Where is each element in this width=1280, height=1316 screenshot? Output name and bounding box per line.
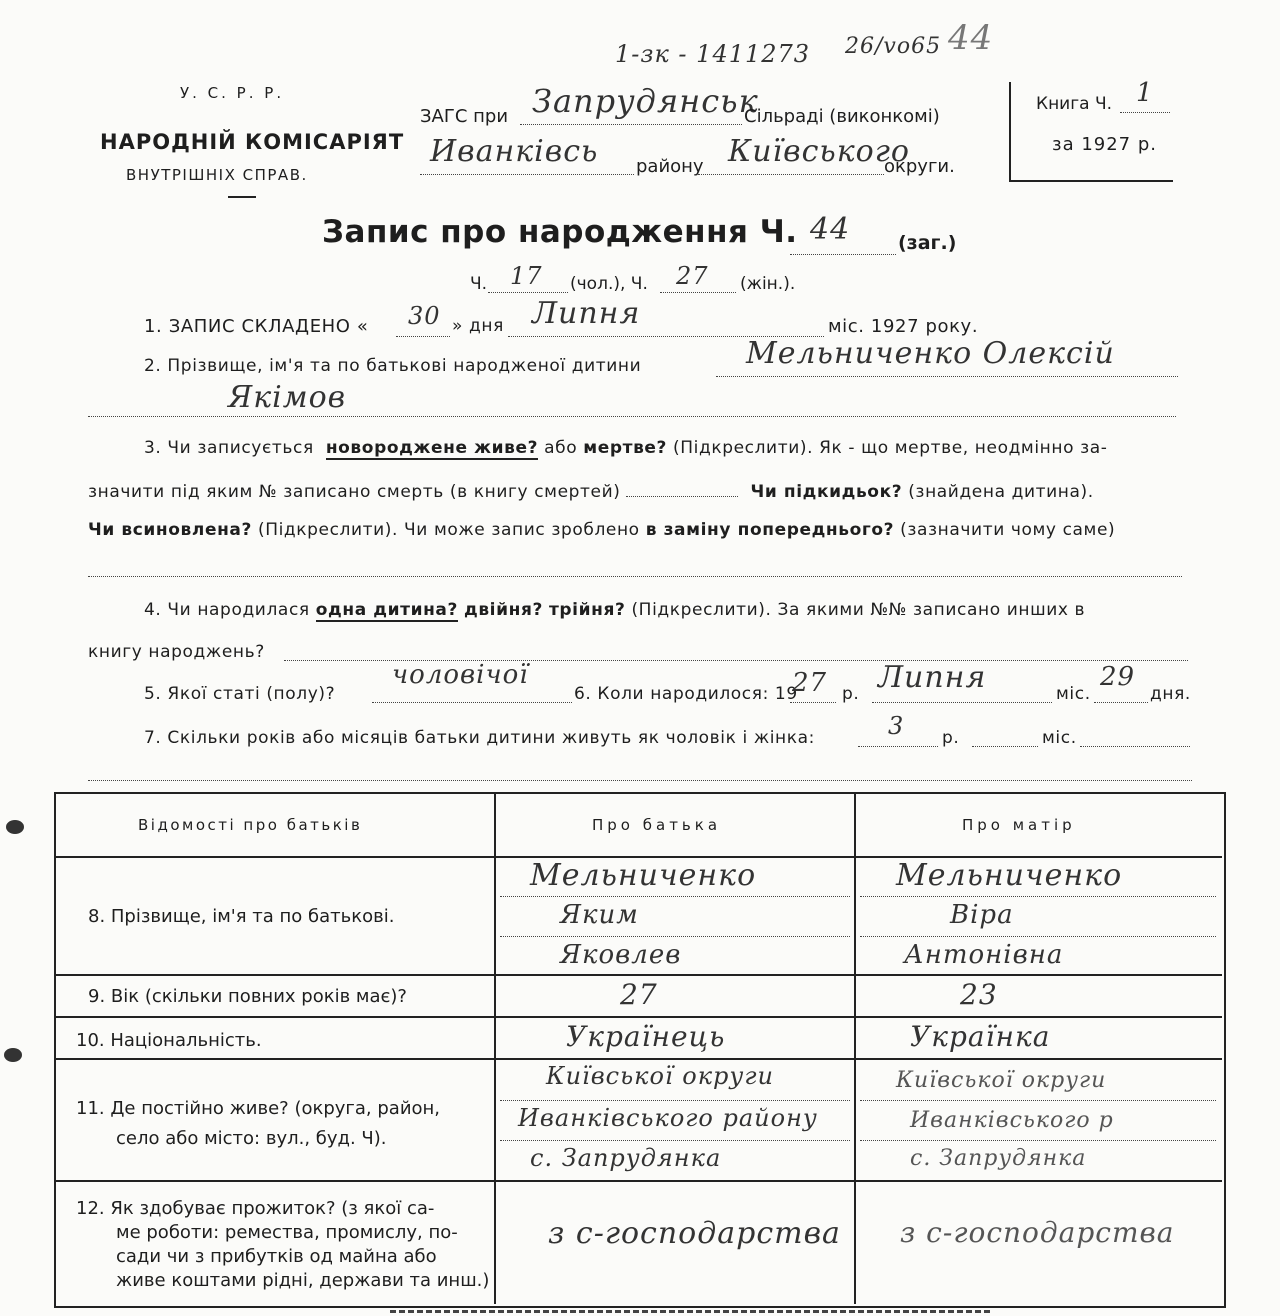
header-mother: Про матір xyxy=(962,816,1076,834)
ussr-label: У. С. Р. Р. xyxy=(180,84,285,102)
f3-death-number-field xyxy=(626,496,738,497)
f4-instr: (Підкреслити). За якими №№ записано инших в xyxy=(631,600,1086,620)
f1-month-field xyxy=(508,296,824,337)
header-divider xyxy=(228,196,256,198)
f3-line2 xyxy=(88,482,1094,502)
f2-value2: Якімов xyxy=(228,380,347,415)
raion-value: Иванківсь xyxy=(430,134,599,169)
f3-line3 xyxy=(88,520,1115,540)
f7-r: р. xyxy=(942,728,960,748)
table-rule-8 xyxy=(56,974,1222,976)
mother-nationality: Українка xyxy=(910,1020,1051,1053)
mother-patronymic: Антонівна xyxy=(904,940,1064,970)
f1-month-value: Липня xyxy=(532,296,641,331)
f1-suffix: міс. 1927 року. xyxy=(828,316,979,337)
male-count-field xyxy=(488,262,568,293)
mother-subline-3 xyxy=(860,1100,1216,1101)
f3-line2-text: значити під яким № записано смерть (в книгу смертей) xyxy=(88,482,621,502)
header-father: Про батька xyxy=(592,816,722,834)
f3-label xyxy=(144,438,1108,458)
f4-twins: двійня? xyxy=(463,600,543,620)
father-name: Яким xyxy=(560,900,639,930)
female-count-field xyxy=(660,262,736,293)
f3-adopted-note: (Підкреслити). Чи може запис зроблено xyxy=(257,520,640,540)
f7-years-value: 3 xyxy=(888,712,905,740)
archive-reference: 1-зк - 1411273 xyxy=(615,40,811,68)
table-rule-11 xyxy=(56,1180,1222,1182)
father-subline-3 xyxy=(500,1100,850,1101)
record-number-value: 44 xyxy=(810,212,851,247)
father-village: с. Запрудянка xyxy=(530,1144,722,1172)
f2-value1: Мельниченко Олексій xyxy=(746,336,1115,371)
record-number-field xyxy=(790,212,896,255)
table-rule-10 xyxy=(56,1058,1222,1060)
mother-village: с. Запрудянка xyxy=(910,1146,1087,1171)
f6-month-field xyxy=(872,660,1052,703)
f1-mid: » дня xyxy=(452,316,504,336)
father-patronymic: Яковлев xyxy=(560,940,682,970)
row11-label-1: 11. Де постійно живе? (округа, район, xyxy=(76,1098,441,1119)
row9-label: 9. Вік (скільки повних років має)? xyxy=(88,986,407,1007)
f6-mis: міс. xyxy=(1056,684,1091,704)
f1-day-value: 30 xyxy=(408,302,441,330)
record-title-suffix: (заг.) xyxy=(898,232,957,254)
page-number: 44 xyxy=(948,18,994,58)
f3-instr: (Підкреслити). Як - що мертве, неодмінно за- xyxy=(673,438,1108,458)
internal-affairs-label: ВНУТРІШНІХ СПРАВ. xyxy=(126,166,308,184)
female-count-value: 27 xyxy=(676,262,709,290)
f3-blank-line xyxy=(88,556,1182,577)
father-subline-2 xyxy=(500,936,850,937)
table-col-divider-1 xyxy=(494,794,496,1304)
father-subline-1 xyxy=(500,896,850,897)
f4-lead: 4. Чи народилася xyxy=(144,600,310,620)
row12-label-3: сади чи з прибутків од майна або xyxy=(116,1246,437,1267)
f7-trailing-field xyxy=(1080,718,1190,747)
row12-label-1: 12. Як здобуває прожиток? (з якої са- xyxy=(76,1198,435,1219)
f6-year-field xyxy=(790,668,836,703)
okruha-value: Київського xyxy=(728,134,910,169)
f6-dnia: дня. xyxy=(1150,684,1191,704)
village-field xyxy=(520,82,759,125)
table-rule-9 xyxy=(56,1016,1222,1018)
mother-raion: Иванківського р xyxy=(910,1108,1114,1133)
f2-value1-field xyxy=(716,336,1178,377)
okruha-field xyxy=(698,134,910,175)
mother-surname: Мельниченко xyxy=(896,858,1123,893)
sub-prefix: Ч. xyxy=(470,274,488,294)
f7-blank-line xyxy=(88,760,1192,781)
f7-months-field xyxy=(972,718,1038,747)
mother-age: 23 xyxy=(960,978,998,1011)
f7-mis: міс. xyxy=(1042,728,1077,748)
village-value: Запрудянськ xyxy=(532,82,759,120)
f3-dead: мертве? xyxy=(583,438,668,458)
father-subline-4 xyxy=(500,1140,850,1141)
f1-label: 1. ЗАПИС СКЛАДЕНО « xyxy=(144,316,369,337)
f4-numbers-field xyxy=(284,640,1188,661)
date-note: 26/vo65 xyxy=(845,34,942,59)
mother-occupation: з с-господарства xyxy=(900,1216,1175,1249)
mother-name: Віра xyxy=(950,900,1014,930)
f3-replacement-note: (зазначити чому саме) xyxy=(900,520,1116,540)
okruha-label: округи. xyxy=(884,156,955,177)
f3-alive: новороджене живе? xyxy=(325,438,539,458)
book-label: Книга Ч. xyxy=(1036,94,1113,114)
f5-sex-value: чоловічої xyxy=(392,660,529,690)
mother-okruha: Київської округи xyxy=(896,1068,1107,1093)
f1-day-field xyxy=(396,302,450,337)
father-occupation: з с-господарства xyxy=(548,1216,841,1251)
row10-label: 10. Національність. xyxy=(76,1030,262,1051)
row12-label-2: ме роботи: ремества, промислу, по- xyxy=(116,1222,458,1243)
f5-label: 5. Якої статі (полу)? xyxy=(144,684,336,704)
raion-label: району xyxy=(636,156,704,177)
record-title: Запис про народження Ч. xyxy=(322,214,798,250)
zags-suffix: Сільраді (виконкомі) xyxy=(744,106,940,127)
father-raion: Иванківського району xyxy=(518,1104,818,1132)
father-age: 27 xyxy=(620,978,658,1011)
male-label: (чол.), Ч. xyxy=(570,274,648,294)
mother-subline-4 xyxy=(860,1140,1216,1141)
f2-label: 2. Прізвище, ім'я та по батькові народженої дитини xyxy=(144,356,642,376)
f4-label xyxy=(144,600,1085,620)
father-surname: Мельниченко xyxy=(530,858,757,893)
f3-or: або xyxy=(544,438,578,458)
book-number-field xyxy=(1120,78,1170,113)
zags-prefix: ЗАГС при xyxy=(420,106,509,127)
bottom-edge xyxy=(390,1310,990,1313)
raion-field xyxy=(420,134,634,175)
f6-year-value: 27 xyxy=(792,668,828,698)
f6-day-field xyxy=(1094,662,1148,703)
f7-label: 7. Скільки років або місяців батьки дитини живуть як чоловік і жінка: xyxy=(144,728,815,748)
f6-month-value: Липня xyxy=(878,660,987,695)
row11-label-2: село або місто: вул., буд. Ч). xyxy=(116,1128,387,1149)
f4-single: одна дитина? xyxy=(315,600,458,620)
f5-sex-field xyxy=(372,660,572,703)
f2-value2-field xyxy=(88,380,1176,417)
commissariat-title: НАРОДНІЙ КОМІСАРІЯТ xyxy=(100,130,405,154)
f6-day-value: 29 xyxy=(1100,662,1136,692)
row12-label-4: живе коштами рідні, держави та инш.) xyxy=(116,1270,490,1291)
binding-hole-mark xyxy=(4,1048,22,1062)
mother-subline-1 xyxy=(860,896,1216,897)
f6-label: 6. Коли народилося: 19 xyxy=(574,684,798,704)
row8-label: 8. Прізвище, ім'я та по батькові. xyxy=(88,906,395,927)
binding-hole-mark xyxy=(6,820,24,834)
table-col-divider-2 xyxy=(854,794,856,1304)
f3-adopted: Чи всиновлена? xyxy=(88,520,252,540)
header-info: Відомості про батьків xyxy=(138,816,363,834)
f3-foundling: Чи підкидьок? xyxy=(750,482,903,502)
female-label: (жін.). xyxy=(740,274,796,294)
f3-replacement: в заміну попереднього? xyxy=(645,520,895,540)
male-count-value: 17 xyxy=(510,262,543,290)
f6-r: р. xyxy=(842,684,860,704)
book-number-value: 1 xyxy=(1136,78,1154,108)
f7-years-field xyxy=(858,712,938,747)
mother-subline-2 xyxy=(860,936,1216,937)
book-year: за 1927 р. xyxy=(1052,134,1158,155)
f4-triplets: трійня? xyxy=(548,600,626,620)
f3-foundling-note: (знайдена дитина). xyxy=(908,482,1094,502)
f4-line2: книгу народжень? xyxy=(88,642,265,662)
f3-lead: 3. Чи записується xyxy=(144,438,314,458)
father-nationality: Українець xyxy=(566,1020,726,1053)
father-okruha: Київської округи xyxy=(546,1062,774,1090)
